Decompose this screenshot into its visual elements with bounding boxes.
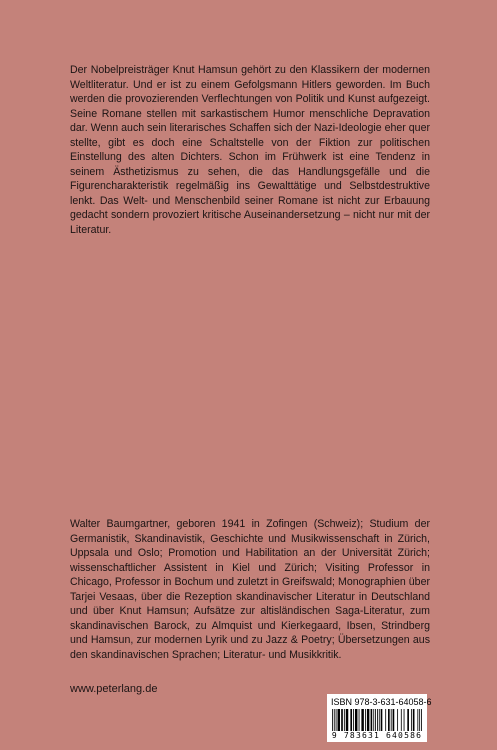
barcode-bar [393,709,395,731]
publisher-url: www.peterlang.de [70,683,158,695]
barcode-bar [421,709,422,731]
barcode-bar [407,709,409,731]
barcode-bar [334,709,335,731]
barcode-bar [377,709,378,731]
barcode-bar [338,709,340,731]
barcode-bar [344,709,345,731]
barcode-bar [353,709,354,731]
barcode-bar [373,709,374,731]
barcode-bar [391,709,392,731]
barcode-bar [371,709,373,731]
isbn-label: ISBN 978-3-631-64058-6 [331,697,432,707]
barcode-bar [419,709,420,731]
barcode-digits: 9 783631 640586 [331,731,423,740]
barcode-bar [332,709,333,731]
barcode-bar [367,709,369,731]
barcode-bar [388,709,390,731]
barcode-bar [365,709,366,731]
barcode-bar [336,709,337,731]
author-biography: Walter Baumgartner, geboren 1941 in Zofingen (Schweiz); Studium der Germanistik, Skandinavistik, Geschichte und Musikwissenschaft in Zürich, Uppsala und Oslo; Promotion und Habilitation an der Universität Zürich; wissenschaftlicher Assistent in Kiel und Zürich; Visiting Professor in Chicago, Professor in Bochum und zuletzt in Greifswald; Monographien über Tarjei Vesaas, über die Rezeption skandinavischer Literatur in Deutschland und über Knut Hamsun; Aufsätze zur altisländischen Saga-Literatur, zum skandinavischen Barock, zu Almquist und Kierkegaard, Ibsen, Strindberg und Hamsun, zur modernen Lyrik und zu Jazz & Poetry; Übersetzungen aus den skandinavischen Sprachen; Literatur- und Musikkritik. [70,518,430,661]
isbn-barcode-box [327,694,432,742]
barcode-bar [413,709,415,731]
barcode-bar [359,709,360,731]
barcode-bar [375,709,376,731]
barcode-bar [397,709,398,731]
barcode-icon [331,709,423,731]
barcode-bar [385,709,386,731]
barcode-bar [411,709,412,731]
barcode-bar [361,709,363,731]
barcode-bar [350,709,352,731]
barcode-bar [355,709,357,731]
barcode-bar [401,709,402,731]
barcode-bar [341,709,343,731]
barcode-bar [404,709,405,731]
barcode-bar [346,709,348,731]
barcode-bar [417,709,418,731]
barcode-bar [379,709,380,731]
book-blurb: Der Nobelpreisträger Knut Hamsun gehört zu den Klassikern der modernen Weltliteratur. Und er ist zu einem Gefolgsmann Hitlers geworden. Im Buch werden die provozierenden Verflechtungen von Politik und Kunst aufgezeigt. Seine Romane stellen mit sarkastischem Humor menschliche Depravation dar. Wenn auch sein literarisches Schaffen sich der Nazi-Ideologie eher quer stellte, gibt es doch eine Schaltstelle von der Fiktion zur politischen Einstellung des alten Dichters. Schon im Frühwerk ist eine Tendenz in seinem Ästhetizismus zu sehen, die das Handlungsgefälle und die Figurencharakteristik regelmäßig ins Gewalttätige und Selbstdestruktive lenkt. Das Welt- und Menschenbild seiner Romane ist nicht zur Erbauung gedacht sondern provoziert kritische Auseinandersetzung – nicht nur mit der Literatur. [70,64,430,236]
barcode-bar [381,709,383,731]
